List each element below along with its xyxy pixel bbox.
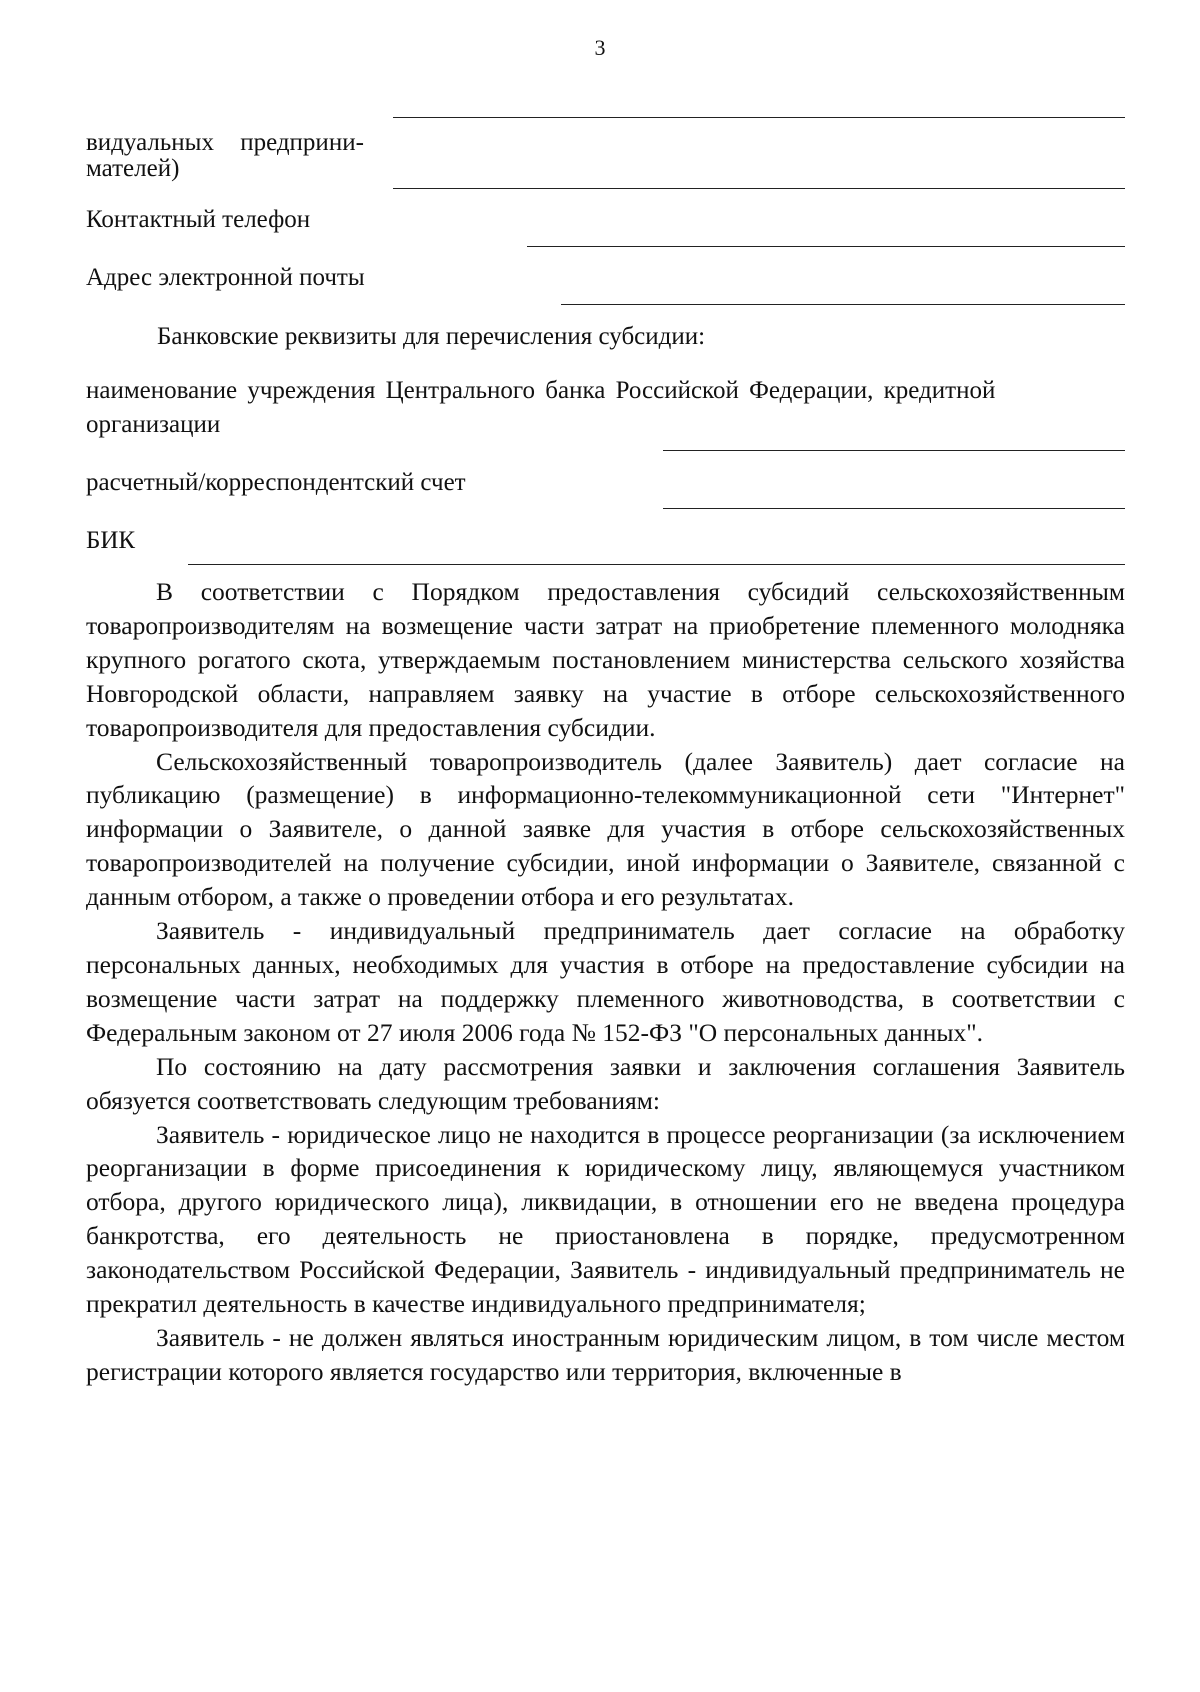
label-ip-line2: мателей) <box>86 155 180 182</box>
body-text <box>86 575 1125 1389</box>
label-bank-name-line1: наименование учреждения Центрального банка Российской Федерации, кредитной <box>86 377 996 404</box>
paragraph-6: Заявитель - не должен являться иностранным юридическим лицом, в том числе местом регистрации которого является государство или территория, включенные в <box>86 1322 1125 1386</box>
paragraph-4: По состоянию на дату рассмотрения заявки и заключения соглашения Заявитель обязуется соответствовать следующим требованиям: <box>86 1051 1125 1115</box>
page-number: 3 <box>594 35 606 60</box>
paragraph-1: В соответствии с Порядком предоставления субсидий сельскохозяйственным товаропроизводителям на возмещение части затрат на приобретение племенного молодняка крупного рогатого скота, утверждаемым постановлением министерства сельского хозяйства Новгородской области, направляем заявку на участие в отборе сельскохозяйственного товаропроизводителя для предоставления субсидии. <box>86 577 1125 742</box>
email-field-line[interactable] <box>561 304 1125 305</box>
paragraph-5: Заявитель - юридическое лицо не находится в процессе реорганизации (за исключением реорганизации в форме присоединения к юридическому лицу, являющемуся участником отбора, другого юридического лица), ликвидации, в отношении его не введена процедура банкротства, его деятельность не приостановлена в порядке, предусмотренном законодательством Российской Федерации, Заявитель - индивидуальный предприниматель не прекратил деятельность в качестве индивидуального предпринимателя; <box>86 1119 1125 1319</box>
bank-heading: Банковские реквизиты для перечисления субсидии: <box>157 323 706 350</box>
label-account: расчетный/корреспондентский счет <box>86 469 466 496</box>
bank-name-field-line[interactable] <box>663 450 1125 451</box>
label-phone: Контактный телефон <box>86 206 311 233</box>
label-email: Адрес электронной почты <box>86 264 365 291</box>
label-bik: БИК <box>86 527 136 554</box>
paragraph-3: Заявитель - индивидуальный предприниматель дает согласие на обработку персональных данных, необходимых для участия в отборе на предоставление субсидии на возмещение части затрат на поддержку племенного животноводства, в соответствии с Федеральным законом от 27 июля 2006 года № 152-ФЗ "О персональных данных". <box>86 916 1125 1047</box>
account-field-line[interactable] <box>663 508 1125 509</box>
label-bank-name-line2: организации <box>86 411 221 438</box>
paragraph-2: Сельскохозяйственный товаропроизводитель (далее Заявитель) дает согласие на публикацию (размещение) в информационно-телекоммуникационной сети "Интернет" информации о Заявителе, о данной заявке для участия в отборе сельскохозяйственных товаропроизводителей на получение субсидии, иной информации о Заявителе, связанной с данным отбором, а также о проведении отбора и его результатах. <box>86 746 1125 912</box>
ip-field-line-1[interactable] <box>393 117 1125 118</box>
phone-field-line[interactable] <box>527 246 1125 247</box>
ip-field-line-2[interactable] <box>393 188 1125 189</box>
label-ip-line1: видуальных предприни- <box>86 129 364 156</box>
bik-field-line[interactable] <box>188 564 1125 565</box>
